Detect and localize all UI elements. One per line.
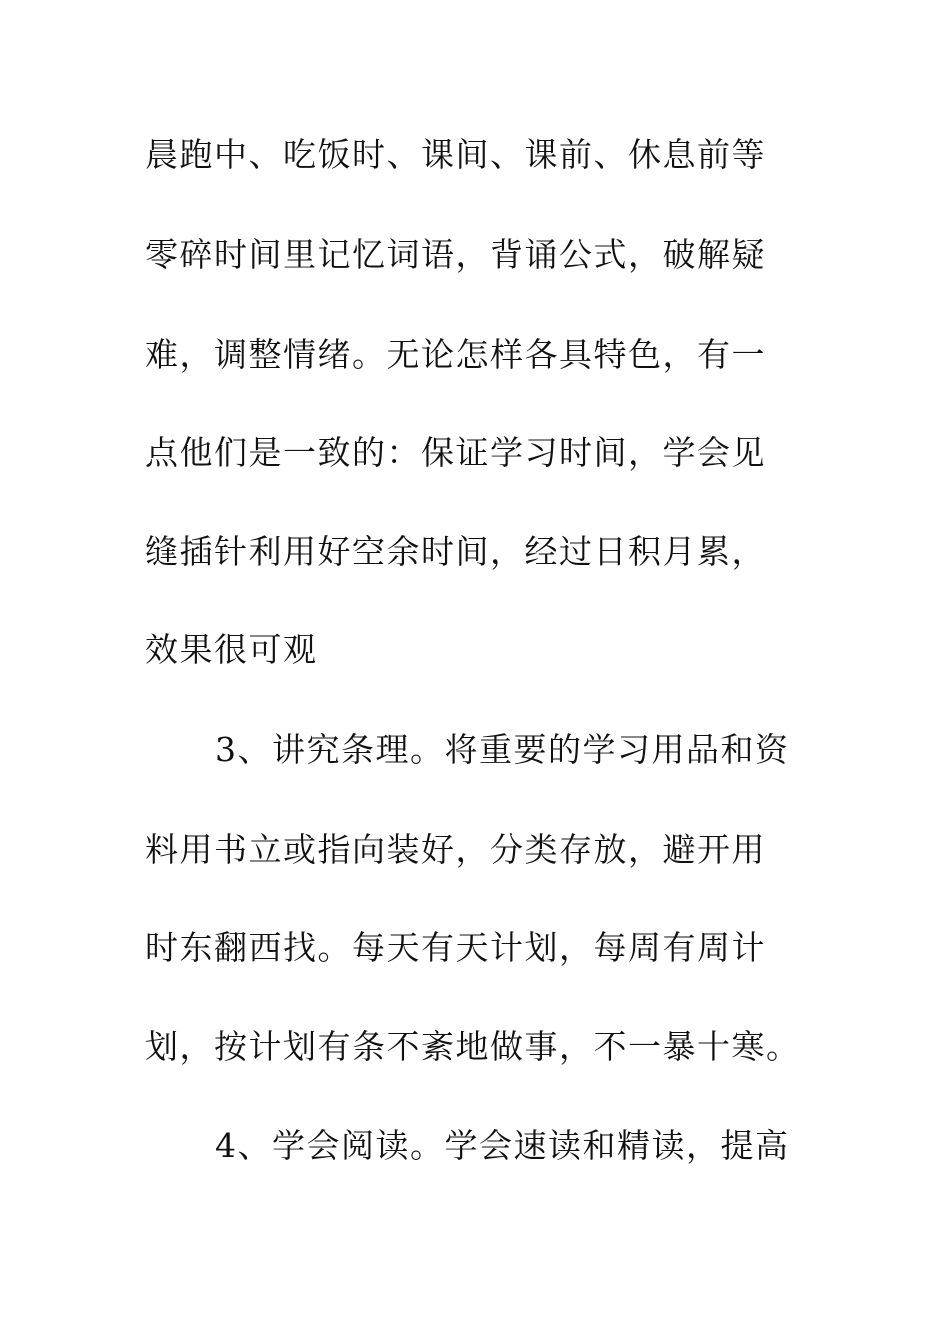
- paragraph-3-start: 3、讲究条理。将重要的学习用品和资: [215, 730, 790, 769]
- text-line-4: 点他们是一致的：保证学习时间，学会见: [145, 433, 766, 472]
- text-line-5: 缝插针利用好空余时间，经过日积月累，: [145, 532, 766, 571]
- text-line-6: 效果很可观: [145, 630, 318, 669]
- paragraph-4-start: 4、学会阅读。学会速读和精读，提高: [215, 1126, 790, 1165]
- text-line-3: 难，调整情绪。无论怎样各具特色，有一: [145, 335, 766, 374]
- text-line-2: 零碎时间里记忆词语，背诵公式，破解疑: [145, 235, 766, 274]
- text-line-10: 划，按计划有条不紊地做事，不一暴十寒。: [145, 1027, 801, 1066]
- text-line-1: 晨跑中、吃饭时、课间、课前、休息前等: [145, 135, 766, 174]
- text-line-8: 料用书立或指向装好，分类存放，避开用: [145, 830, 766, 869]
- text-line-9: 时东翻西找。每天有天计划，每周有周计: [145, 928, 766, 967]
